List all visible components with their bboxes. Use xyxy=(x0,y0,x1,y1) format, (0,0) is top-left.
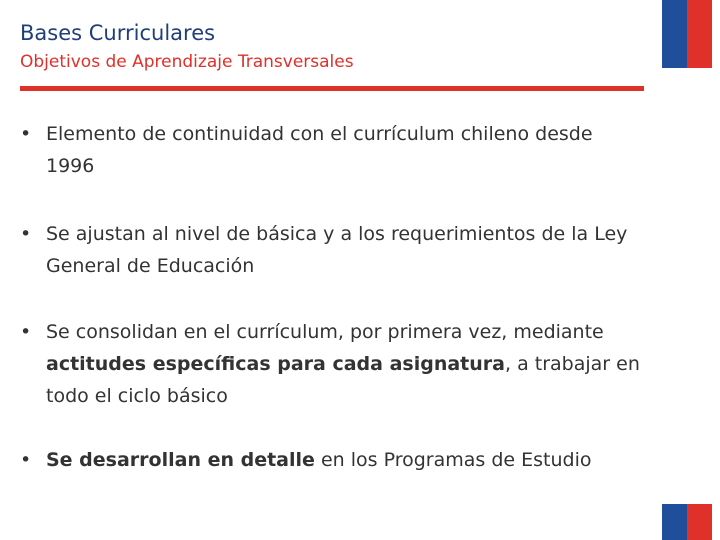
page-title: Bases Curriculares xyxy=(20,21,216,45)
flag-red-stripe xyxy=(687,0,712,68)
title-underline xyxy=(20,86,644,91)
bullet-text-bold: actitudes específicas para cada asignatura xyxy=(46,353,505,375)
bullet-text-part: , a trabajar en todo el ciclo básico xyxy=(46,353,640,407)
bullet-marker: • xyxy=(20,223,32,245)
bullet-text-part: Se consolidan en el currículum, por primera vez, mediante xyxy=(46,321,604,343)
bullet-text-bold: Se desarrollan en detalle xyxy=(46,449,315,471)
bullet-text: Se ajustan al nivel de básica y a los requerimientos de la Ley General de Educación xyxy=(46,223,628,277)
bullet-text xyxy=(46,316,640,412)
bullet-item xyxy=(20,218,640,282)
bullet-marker: • xyxy=(20,449,32,471)
flag-blue-stripe xyxy=(662,0,687,68)
bullet-item xyxy=(20,444,640,476)
bullet-text-part: en los Programas de Estudio xyxy=(314,449,592,471)
flag-blue-stripe xyxy=(662,504,687,540)
bullet-item xyxy=(20,118,640,182)
flag-red-stripe xyxy=(687,504,712,540)
bullet-marker: • xyxy=(20,123,32,145)
flag-corner-top xyxy=(662,0,712,68)
bullet-marker: • xyxy=(20,321,32,343)
flag-corner-bottom xyxy=(662,504,712,540)
page-subtitle: Objetivos de Aprendizaje Transversales xyxy=(20,52,354,72)
bullet-item xyxy=(20,316,640,412)
bullet-text: Elemento de continuidad con el currículum chileno desde 1996 xyxy=(46,123,593,177)
bullet-text xyxy=(46,444,640,476)
